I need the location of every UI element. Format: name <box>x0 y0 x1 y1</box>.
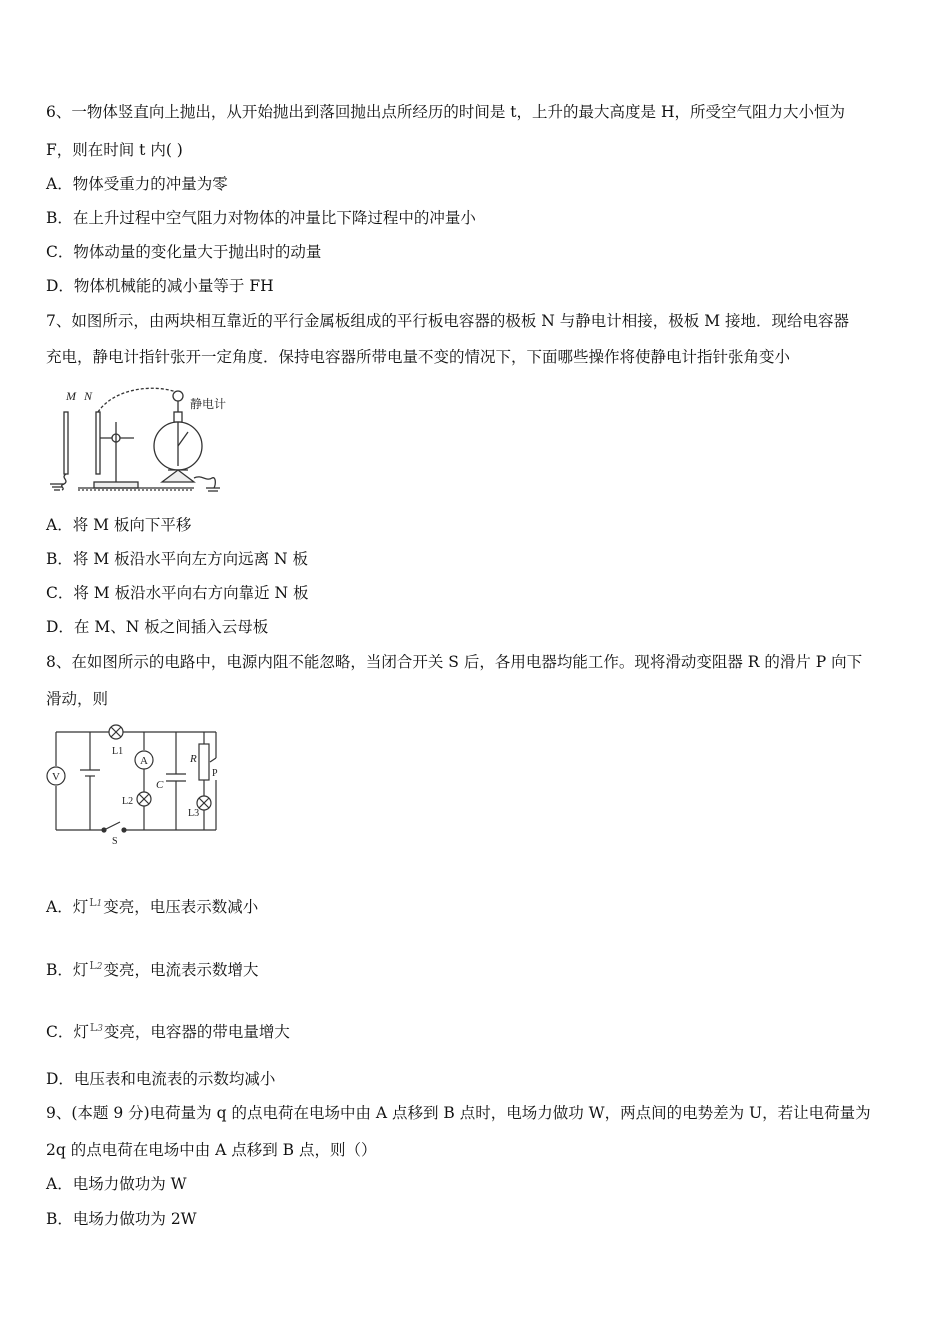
q6-option-c: C．物体动量的变化量大于抛出时的动量 <box>46 243 322 261</box>
lamp-l2-letter: L <box>89 959 97 972</box>
capacitor-label: C <box>156 779 164 791</box>
lamp-l2-subscript: 2 <box>96 962 103 972</box>
lamp-l2-label: L2 <box>122 796 134 807</box>
lamp-l3-subscript: 3 <box>97 1024 103 1034</box>
q8-option-a <box>46 893 258 917</box>
q8-option-c <box>46 1018 290 1042</box>
slider-label: P <box>212 768 218 779</box>
q7-option-b: B．将 M 板沿水平向左方向远离 N 板 <box>46 550 309 568</box>
q8-stem-line2: 滑动，则 <box>46 690 109 708</box>
q8-option-c-text: 变亮，电容器的带电量增大 <box>103 1023 290 1041</box>
lamp-l3-label: L3 <box>188 808 200 819</box>
lamp-l3-symbol <box>90 1018 103 1039</box>
q6-option-d: D．物体机械能的减小量等于 FH <box>46 277 274 295</box>
q7-option-c: C．将 M 板沿水平向右方向靠近 N 板 <box>46 584 309 602</box>
q8-option-c-prefix: C．灯 <box>46 1023 89 1041</box>
label-m: M <box>66 389 76 403</box>
q9-option-a: A．电场力做功为 W <box>46 1175 187 1193</box>
lamp-l2-symbol <box>89 956 102 977</box>
lamp-l1-symbol <box>89 893 102 914</box>
circuit-figure <box>44 718 234 848</box>
q8-option-a-prefix: A．灯 <box>46 898 89 916</box>
q7-option-d: D．在 M、N 板之间插入云母板 <box>46 618 269 636</box>
q9-stem-line2: 2q 的点电荷在电场中由 A 点移到 B 点，则（） <box>46 1141 377 1159</box>
q6-option-a: A．物体受重力的冲量为零 <box>46 175 228 193</box>
voltmeter-label: V <box>52 771 60 783</box>
lamp-l1-label: L1 <box>112 746 124 757</box>
rheostat-label: R <box>190 753 197 765</box>
lamp-l1-letter: L <box>89 896 97 909</box>
q8-option-b <box>46 956 258 980</box>
ammeter-label: A <box>140 755 148 767</box>
q7-stem-line1: 7、如图所示，由两块相互靠近的平行金属板组成的平行板电容器的极板 N 与静电计相接，极板 M 接地．现给电容器 <box>46 312 850 330</box>
q8-option-a-text: 变亮，电压表示数减小 <box>103 898 259 916</box>
q9-stem-line1: 9、(本题 9 分)电荷量为 q 的点电荷在电场中由 A 点移到 B 点时，电场力做功 W，两点间的电势差为 U，若让电荷量为 <box>46 1104 871 1122</box>
label-electroscope: 静电计 <box>190 397 227 411</box>
capacitor-electroscope-figure <box>44 382 234 494</box>
label-n: N <box>84 389 93 403</box>
q8-option-b-prefix: B．灯 <box>46 961 89 979</box>
q7-option-a: A．将 M 板向下平移 <box>46 516 192 534</box>
q9-option-b: B．电场力做功为 2W <box>46 1210 197 1228</box>
q6-stem-line2: F，则在时间 t 内( ) <box>46 141 183 159</box>
lamp-l3-letter: L <box>89 1021 98 1034</box>
q6-stem-line1: 6、一物体竖直向上抛出，从开始抛出到落回抛出点所经历的时间是 t，上升的最大高度是 H，所受空气阻力大小恒为 <box>46 103 845 121</box>
lamp-l1-subscript: 1 <box>96 899 103 909</box>
q7-stem-line2: 充电，静电计指针张开一定角度．保持电容器所带电量不变的情况下，下面哪些操作将使静电计指针张角变小 <box>46 348 791 366</box>
q8-stem-line1: 8、在如图所示的电路中，电源内阻不能忽略，当闭合开关 S 后，各用电器均能工作。现将滑动变阻器 R 的滑片 P 向下 <box>46 653 863 671</box>
q8-option-d: D．电压表和电流表的示数均减小 <box>46 1070 276 1088</box>
switch-label: S <box>112 836 118 847</box>
q6-option-b: B．在上升过程中空气阻力对物体的冲量比下降过程中的冲量小 <box>46 209 476 227</box>
q8-option-b-text: 变亮，电流表示数增大 <box>103 961 259 979</box>
